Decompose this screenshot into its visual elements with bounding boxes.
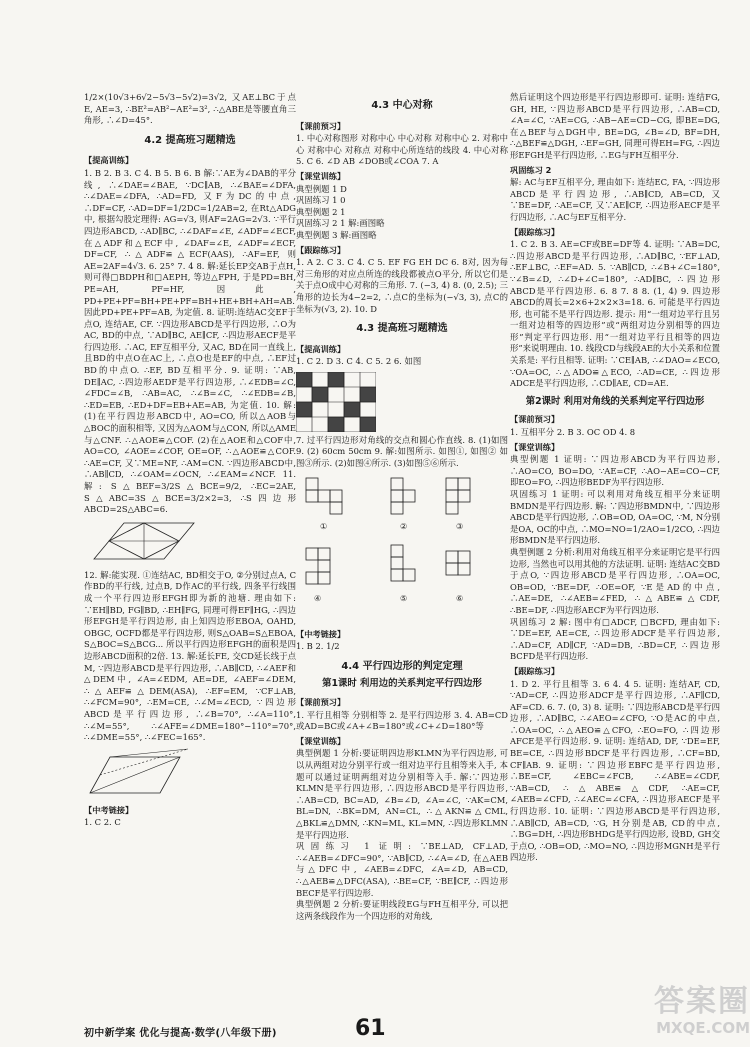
tag-exam-link-1: 【中考链接】 [84,804,134,815]
col1-body-1: 1. B 2. B 3. C 4. B 5. B 6. B 解:∵AE为∠DAB的平分线, ∴∠DAE=∠BAE, ∵DC∥AB, ∴∠BAE=∠DFA, ∴∠DAE=∠DFA, ∴AD=FD, 又F为DC的中点, ∴DF=CF, ∴AD=DF=1/2DC=1/2AB=2, 在Rt△ADG中, 根据勾股定理得: AG=√3, 则AF=2AG=2√3. ∵平行四边形ABCD, ∴AD∥BC, ∴∠DAF=∠E, ∠ADF=∠ECF, 在△ADF和△ECF中, ∠DAF=∠E, ∠ADF=∠ECF, DF=CF, ∴△ADF≌△ECF(AAS), ∴AF=EF, 则AE=2AF=4√3. 6. 25° 7. 4 8. 解:延长EP交AB于点H, 则可得□BDPH和□AEPH, 等边△FPH, 于是PD=BH, PE=AH, PF=HF, 因此, PD+PE+PF=BH+PE+PF=BH+HE+BH+AH=AB. 因此PD+PE+PF=AB, 为定值. 8. 证明:连结AC交EF于点O, 连结AE, CF. ∵四边形ABCD是平行四边形, ∴O为AC, BD的中点, ∵AD∥BC, AE∥CF, ∴四边形AECF是平行四边形. ∴AC, EF互相平分, 又AC, BD在同一直线上, 且BD的中点O在AC上, ∴点O也是EF的中点, ∴EF过BD的中点O. ∴EF, BD互相平分. 9. 证明: ∵AB, DE∥AC, ∴四边形AEDF是平行四边形, ∴∠EDB=∠C, ∠FDC=∠B, ∴AB=AC, ∴∠B=∠C, ∴∠EDB=∠B, ∴ED=EB, ∴ED+DF=EB+AE=AB, 为定值. 10. 解:(1)在平行四边形ABCD中, AO=CO, 所以△AOB与△BOC的面积相等, 又因为△AOM与△CON, 所以△AME与△CNF. ∴△AOE≌△COF. (2)在△AOE和△COF中, AO=CO, ∠AOE=∠COF, OE=OF, ∴△AOE≌△COF. ∴AE=CF, 又∵ME=NF, ∴AM=CN. ∵四边形ABCD中, ∴AB∥CD, ∴∠OAM=∠OCN, ∴∠EAM=∠NCF. 11. 解: S△BEF=3/2S△BCE=9/2, ∴EC=2AE, S△ABC=3S△BCE=3/2×2=3, ∴S四边形ABCD=2S△ABC=6. [84,167,296,515]
tag-advanced-training-2: 【提高训练】 [296,343,346,354]
tag-follow-1: 【跟踪练习】 [296,244,346,255]
col2-classroom-2: 典型例题 1 分析:要证明四边形KLMN为平行四边形, 可以从两组对边分别平行或一组对边平行且相等来入手, 本题可以通过证明两组对边分别相等入手. 解:∵四边形KLMN是平行四边形, ∴四边形ABCD是平行四边形, ∴AB=CD, BC=AD, ∠B=∠D, ∠A=∠C, ∵AK=CM, BL=DN, ∴BK=DM, AN=CL, ∴△AKN≌△CML, △BKL≌△DMN, ∴KN=ML, KL=MN, ∴四边形KLMN是平行四边形. 巩固练习 1 证明: ∵BE⊥AD, CF⊥AD, ∴∠AEB=∠DFC=90°, ∵AB∥CD, ∴∠A=∠D, 在△AEB与△DFC中, ∠AEB=∠DFC, ∠A=∠D, AB=CD, ∴△AEB≌△DFC(ASA), ∴BE=CF, ∵BE∥CF, ∴四边形BECF是平行四边形. 典型例题 2 分析:要证明线段EG与FH互相平分, 可以把这两条线段作为一个四边形的对角线, [296,748,508,921]
tag-preview-3: 【课前预习】 [510,414,560,425]
figure-parallelogram-abcd-m [84,747,194,799]
book-title: 初中新学案 优化与提高·数学(八年级下册) [84,1028,277,1039]
fig-label-6: ⑥ [456,593,464,603]
col1-body-2: 12. 解:能实现. ①连结AC, BD相交于O, ②分别过点A, C作BD的平行线, 过点B, D作AC的平行线, 四条平行线围成一个平行四边形EFGH即为新的池塘. 理由如下: ∵EH∥BD, FG∥BD, ∴EH∥FG, 同理可得EF∥HG, ∴四边形EFGH是平行四边形, 由上知四边形EBOA, OAHD, OBGC, OCFD都是平行四边形, 则S△OAB=S△EBOA, S△BOC=S△BCG... 所以平行四边形EFGH的面积是四边形ABCD面积的2倍. 13. 解:延长FE, 交CD延长线于点M, ∵四边形ABCD是平行四边形, ∴AB∥CD, ∴∠AEF和△DEM中, ∠A=∠EDM, AE=DE, ∠AEF=∠DEM, ∴△AEF≌△DEM(ASA), ∴EF=EM, ∵CF⊥AB, ∴∠FCM=90°, ∴EM=CE, ∴∠M=∠ECD, ∵四边形ABCD是平行四边形, ∴∠B=70°, ∴∠A=110°, ∴∠M=55°, ∴∠AFE=∠DME=180°−110°=70°, ∴∠DME=55°, ∴∠FEC=165°. [84,569,296,743]
col2-advanced-1: 1. C 2. D 3. C 4. C 5. 2 6. 如图 [296,356,422,367]
col3-preview: 1. 互相平分 2. B 3. OC OD 4. 8 [510,427,636,438]
col2-preview: 1. 中心对称图形 对称中心 中心对称 对称中心 2. 对称中心 对称中心 对称点 对称中心所连结的线段 4. 中心对称 5. C 6. ∠D AB ∠DOB或∠COA 7. A [296,133,508,167]
section-heading-4-3-adv: 4.3 提高班习题精选 [356,323,448,335]
col1-intro: 1/2×(10√3+6√2−5√3−5√2)=3√2, 又AE⊥BC于点E, AE=3, ∴BE²=AB²−AE²=3², ∴△ABE是等腰直角三角形, ∴∠D=45°. [84,92,296,126]
col3-intro: 然后证明这个四边形是平行四边形即可. 证明: 连结FG, GH, HE, ∵四边形ABCD是平行四边形, ∴AB=CD, ∠A=∠C, ∵AE=CG, ∴AB−AE=CD−CG, 即BE=DG, 在△BEF与△DGH中, BE=DG, ∠B=∠D, BF=DH, ∴△BEF≌△DGH, ∴EF=GH, 同理可得EH=FG, ∴四边形EFGH是平行四边形, ∴EG与FH互相平分. [510,92,720,160]
watermark-title: 答案圈 [654,984,750,1019]
col3-follow: 1. C 2. B 3. AE=CF或BE=DF等 4. 证明: ∵AB=DC, ∴四边形ABCD是平行四边形, ∴AD∥BC, ∵EF⊥AD, ∴EF⊥BC, ∴EF=AD. 5. ∵AB∥CD, ∴∠B+∠C=180°, ∵∠B=∠D, ∴∠D+∠C=180°, ∴AD∥BC, ∴四边形ABCD是平行四边形. 6. 8 7. 8 8. (1, 4) 9. 四边形ABCD的周长=2×6+2×2×3=18. 6. 可能是平行四边形, 也可能不是平行四边形. 提示: 用“一组对边平行且另一组对边相等的四边形”或“两组对边分别相等的四边形”判定平行四边形. 用“一组对边平行且相等的四边形”来说明理由. 10. 线段CD与线段AE的大小关系和位置关系是: 平行且相等. 证明: ∵CE∥AB, ∴∠DAO=∠ECO, ∵OA=OC, ∴△ADO≌△ECO, ∴AD=CE, ∴四边形ADCE是平行四边形, ∴CD∥AE, CD=AE. [510,239,720,389]
tag-classroom-1: 【课堂训练】 [296,170,346,181]
fig-label-1: ① [320,521,328,531]
figure-checker-grid [296,372,376,432]
tag-classroom-2: 【课堂训练】 [296,735,346,746]
col2-classroom: 典型例题 1 D 巩固练习 1 0 典型例题 2 1 巩固练习 2 1 解:画图略 典型例题 3 解:画图略 [296,183,385,240]
tag-follow-3: 【跟踪练习】 [510,665,560,676]
fig-label-5: ⑤ [400,593,408,603]
column-3 [510,92,720,1012]
tag-consolidate-2: 巩固练习 2 [510,164,552,175]
tag-preview-2: 【课前预习】 [296,697,346,708]
watermark-url: MXQE.COM [656,1019,750,1037]
column-2 [296,92,508,1012]
section-heading-4-4: 4.4 平行四边形的判定定理 [341,660,463,672]
fig-label-4: ④ [314,593,322,603]
col2-preview-2: 1. 平行且相等 分别相等 2. 是平行四边形 3. 4. AB=CD或AD=BC或∠A+∠B=180°或∠C+∠D=180°等 [296,709,508,732]
col2-exam-answers: 1. B 2. 1/2 [296,641,340,652]
lesson-2-heading: 第2课时 利用对角线的关系判定平行四边形 [525,395,705,407]
col1-tail: 1. C 2. C [84,817,121,828]
column-1 [84,92,296,1012]
tag-classroom-3: 【课堂训练】 [510,441,560,452]
tag-follow-2: 【跟踪练习】 [510,226,560,237]
tag-exam-link-2: 【中考链接】 [296,628,346,639]
section-heading-4-2: 4.2 提高班习题精选 [144,134,236,146]
watermark [600,985,750,1047]
tag-preview-1: 【课前预习】 [296,120,346,131]
lesson-1-heading: 第1课时 利用边的关系判定平行四边形 [322,678,482,690]
section-heading-4-3: 4.3 中心对称 [371,100,433,111]
fig-label-3: ③ [456,521,464,531]
fig-label-2: ② [400,521,408,531]
tag-advanced-training: 【提高训练】 [84,155,134,166]
col3-classroom: 典型例题 1 证明: ∵四边形ABCD为平行四边形, ∴AO=CO, BO=DO, ∵AE=CF, ∴AO−AE=CO−CF, 即EO=FO, ∴四边形BEDF为平行四边形. 巩固练习 1 证明: 可以利用对角线互相平分来证明BMDN是平行四边形. 解: ∵四边形BMDN中, ∵四边形ABCD是平行四边形, ∴OB=OD, OA=OC, ∵M, N分别是OA, OC的中点, ∴MO=NO=1/2AO=1/2CO, ∴四边形BMDN是平行四边形. 典型例题 2 分析:利用对角线互相平分来证明它是平行四边形, 当然也可以用其他的方法证明. 证明: 连结AC交BD于点O, ∵四边形ABCD是平行四边形, ∴OA=OC, OB=OD, ∵BE=DF, ∴OE=OF, ∵E是AD的中点, ∴AE=DE, ∴∠AEB=∠FED, ∴△ABE≌△CDF, ∴BE=DF, ∴四边形AECF为平行四边形. 巩固练习 2 解: 图中有□ADCF, □BCFD, 理由如下: ∵DE=EF, AE=CE, ∴四边形ADCF是平行四边形, ∴AD=CF, AD∥CF, ∵AD=DB, ∴BD=CF, ∴四边形BCFD是平行四边形. [510,454,720,662]
figure-net-drawings [296,473,496,623]
col2-follow: 1. A 2. C 3. C 4. C 5. EF FG EH DC 6. 8对, 因为每对三角形的对应点所连的线段都被点O平分, 所以它们是关于点O成中心对称的三角形. 7. (−3, 4) 8. (0, 2.5); 三角形的边长为4−2=2, ∴点C的坐标为(−√3, 3), 点C的坐标为(√3, 2). 10. D [296,257,508,314]
figure-parallelogram-efgh [84,519,204,567]
col2-advanced-2: 7. 过平行四边形对角线的交点和圆心作直线. 8. (1)如图 9. (2) 60cm 50cm 9. 解:如图所示. 如图①, 如图② 如图③所示. (2)如图④所示. (3)如图⑤⑥所示. [296,434,508,469]
col3-follow-2: 1. D 2. 平行且相等 3. 6 4. 4 5. 证明: 连结AF, CD, ∵AD=CF, ∴四边形ADCF是平行四边形, ∴AF∥CD, AF=CD. 6. 7. (0, 3) 8. 证明: ∵四边形ABCD是平行四边形, ∴AD∥BC, ∴∠AEO=∠CFO, ∵O是AC的中点, ∴OA=OC, ∴△AEO≌△CFO, ∴EO=FO, ∴四边形AFCE是平行四边形. 9. 证明: 连结AD, DF, ∵DE=EF, BE=CE, ∴四边形BDCF是平行四边形, ∴CF=BD, CF∥AB. 9. 证明: ∵四边形EBFC是平行四边形, ∴BE=CF, ∠EBC=∠FCB, ∴∠ABE=∠CDF, ∵AB=CD, ∴△ABE≌△CDF, ∴AE=CF, ∠AEB=∠CFD, ∴∠AEC=∠CFA, ∴四边形AECF是平行四边形. 10. 证明: ∵四边形ABCD是平行四边形, ∴AB∥CD, AB=CD, ∵G, H分别是AB, CD的中点, ∴BG=DH, ∴四边形BHDG是平行四边形, 设BD, GH交于点O, ∴OB=OD, ∴MO=NO, ∴四边形MGNH是平行四边形. [510,678,720,863]
col3-consolidate: 解: AC与EF互相平分, 理由如下: 连结EC, FA, ∵四边形ABCD是平行四边形, ∴AB∥CD, AB=CD, 又∵BE=DF, ∴AE=CF, 又∵AE∥CF, ∴四边形AECF是平行四边形, ∴AC与EF互相平分. [510,177,720,222]
page-number: 61 [355,1016,386,1041]
